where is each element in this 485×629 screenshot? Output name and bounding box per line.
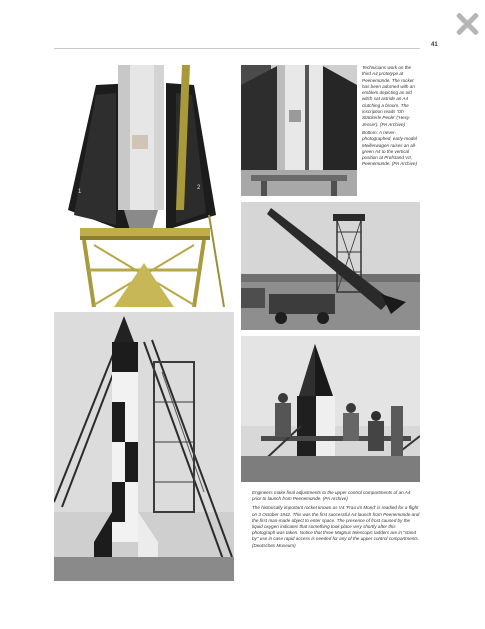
photo-rocket-with-ladders <box>54 312 234 581</box>
caption-bottom-1: Engineers make final adjustments to the upper control compartments of an A4 prior to launch from Peenemünde. (PA Archive) <box>252 490 411 502</box>
photo-rocket-launch-stand <box>54 65 234 307</box>
fin-label-left: 1 <box>78 189 82 195</box>
photo-meillerwagen-raising <box>241 202 420 330</box>
fin-label-right: 2 <box>197 185 201 191</box>
header-rule <box>54 48 420 49</box>
caption-bottom <box>252 490 420 552</box>
caption-top-right <box>362 65 420 170</box>
close-icon[interactable] <box>455 12 479 36</box>
photo-engineers-control-compartment <box>241 336 420 482</box>
page-number: 41 <box>431 42 438 48</box>
photo-rocket-emblem-closeup <box>241 65 357 196</box>
caption-top-right-1: Technicians work on the third A4 prototype at Peenemünde. The rocket has been adorned with an emblem depicting an old witch sat astride an A4 clutching a broom. The inscription reads 'Oh Stäckerle Peole' ('Hexy-Jessie'). (PA Archive) <box>362 65 415 127</box>
caption-top-right-2: Bottom: A never-photographed, early-model Meillerwagen raises an all-green A4 to the vertical position at Prüfstand VII, Peenemünde. (PA Archive) <box>362 129 417 167</box>
caption-bottom-2: The historically important rocket known as V4 'Frau im Mond' is readied for a flight on 3 October 1942. This was the first successful A4 launch from Peenemünde and the first man-made object to enter space. The presence of frost caused by the liquid oxygen indicates that something took place very shortly after this photograph was taken. Notice that three Magnus telescopic ladders are in "stand by" use in case rapid access is needed for any of the upper control compartments. (Deutsches Museum) <box>252 505 420 548</box>
